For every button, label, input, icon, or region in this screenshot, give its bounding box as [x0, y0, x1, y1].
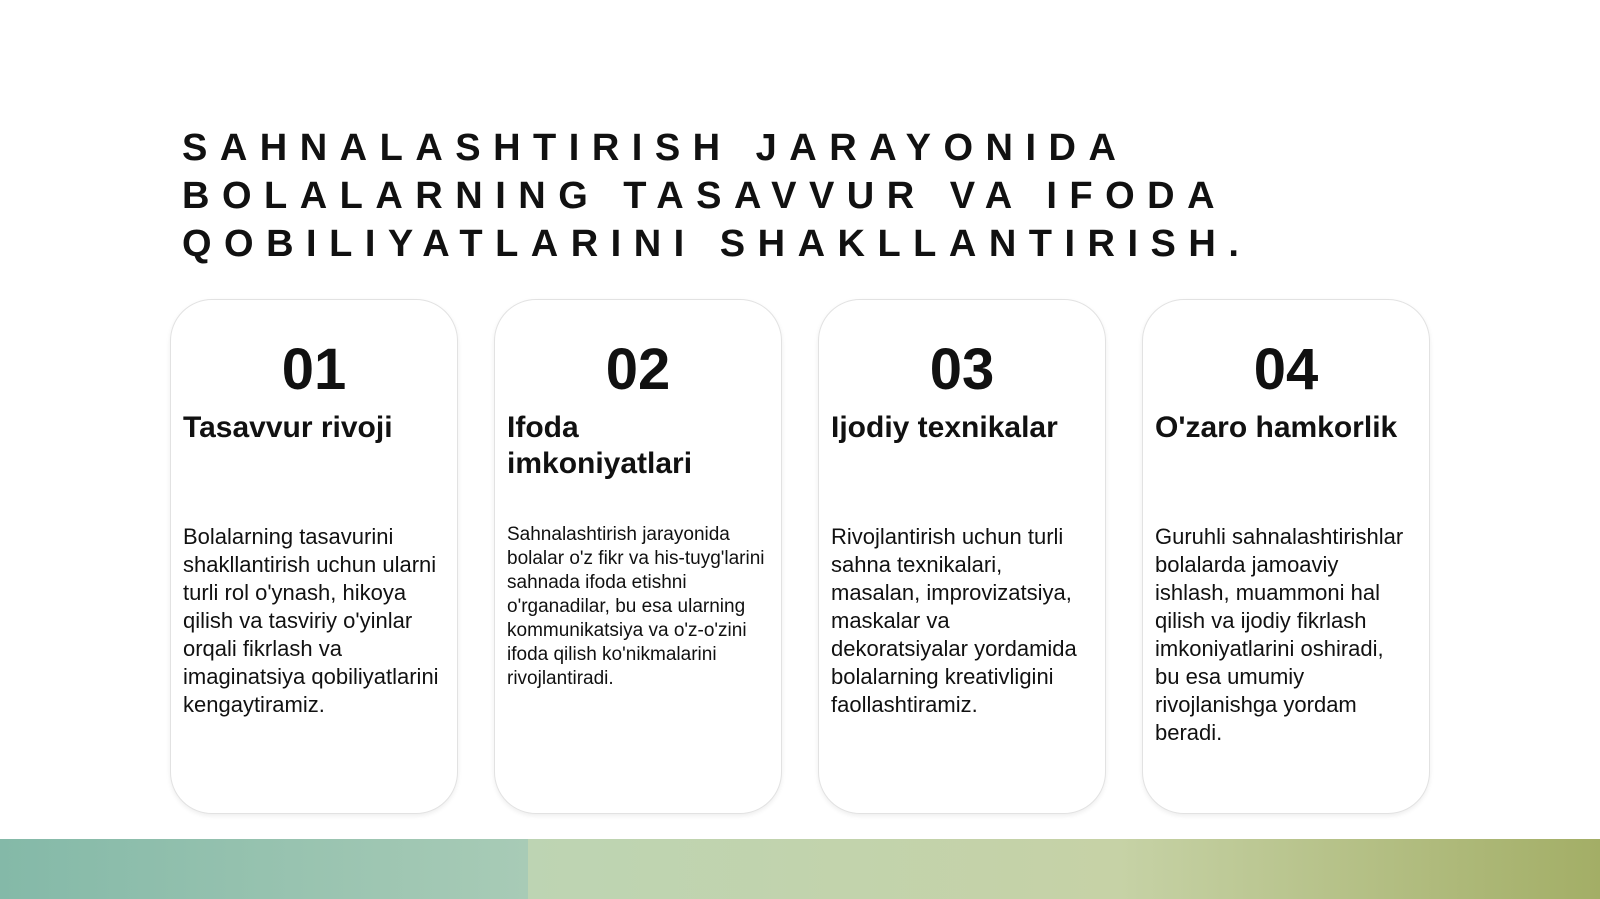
- feature-card: [1142, 299, 1430, 814]
- card-heading: Tasavvur rivoji: [183, 411, 393, 444]
- card-heading: Ifoda imkoniyatlari: [507, 411, 693, 480]
- feature-card: [818, 299, 1106, 814]
- slide-title-line: BOLALARNING TASAVVUR VA IFODA: [182, 175, 1228, 217]
- slide-title: [182, 124, 1251, 268]
- decorative-band-left-segment: [0, 839, 528, 899]
- card-heading: Ijodiy texnikalar: [831, 411, 1058, 444]
- slide-title-line: SAHNALASHTIRISH JARAYONIDA: [182, 127, 1129, 169]
- card-number: 03: [929, 337, 995, 402]
- card-row: [170, 299, 1430, 814]
- card-number: 04: [1253, 337, 1319, 402]
- feature-card: [170, 299, 458, 814]
- card-heading: O'zaro hamkorlik: [1155, 411, 1398, 444]
- card-number: 02: [605, 337, 671, 402]
- card-number: 01: [281, 337, 347, 402]
- card-description: Sahnalashtirish jarayonida bolalar o'z fikr va his-tuyg'larini sahnada ifoda etishni o'rganadilar, bu esa ularning kommunikatsiya va o'z-o'zini ifoda qilish ko'nikmalarini rivojlantiradi.: [507, 524, 765, 689]
- decorative-bottom-band: [0, 839, 1600, 899]
- decorative-band-right-segment: [528, 839, 1600, 899]
- card-description: Bolalarning tasavurini shakllantirish uchun ularni turli rol o'ynash, hikoya qilish va tasviriy o'yinlar orqali fikrlash va imaginatsiya qobiliyatlarini kengaytiramiz.: [183, 524, 439, 717]
- feature-card: [494, 299, 782, 814]
- slide-title-line: QOBILIYATLARINI SHAKLLANTIRISH.: [182, 223, 1252, 265]
- card-description: Rivojlantirish uchun turli sahna texnikalari, masalan, improvizatsiya, maskalar va dekoratsiyalar yordamida bolalarning kreativligini faollashtiramiz.: [831, 524, 1077, 717]
- card-description: Guruhli sahnalashtirishlar bolalarda jamoaviy ishlash, muammoni hal qilish va ijodiy fikrlash imkoniyatlarini oshiradi, bu esa umumiy rivojlanishga yordam beradi.: [1155, 524, 1404, 745]
